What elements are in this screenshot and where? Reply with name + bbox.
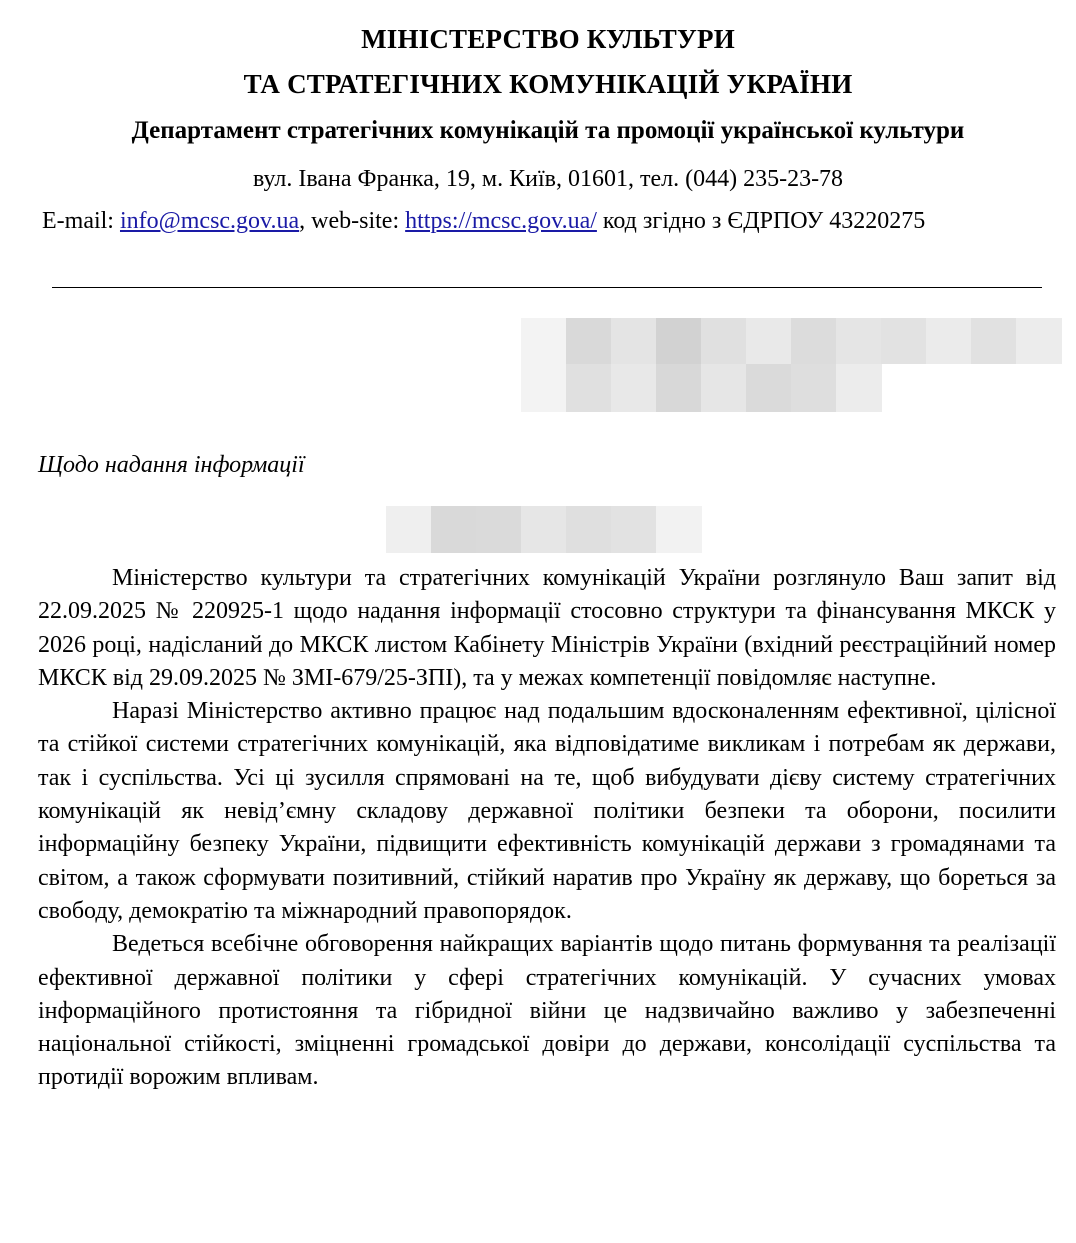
redacted-recipient-line1 — [521, 318, 1062, 364]
website-link[interactable]: https://mcsc.gov.ua/ — [405, 208, 597, 234]
letter-body — [38, 562, 1056, 1095]
redacted-salutation — [386, 506, 702, 553]
ministry-address: вул. Івана Франка, 19, м. Київ, 01601, тел. (044) 235-23-78 — [252, 166, 844, 192]
header-divider — [52, 287, 1042, 288]
redacted-recipient-line2 — [521, 364, 882, 412]
body-paragraph-1: Міністерство культури та стратегічних комунікацій України розглянуло Ваш запит від 22.09.2025 № 220925-1 щодо надання інформації стосовно структури та фінансування МКСК у 2026 році, надісланий до МКСК листом Кабінету Міністрів України (вхідний реєстраційний номер МКСК від 29.09.2025 № ЗМІ-679/25-ЗПІ), та у межах компетенції повідомляє наступне. — [38, 565, 1056, 691]
body-paragraph-3: Ведеться всебічне обговорення найкращих варіантів щодо питань формування та реалізації ефективної державної політики у сфері стратегічних комунікацій. У сучасних умовах інформаційного протистояння та гібридної війни це надзвичайно важливо у забезпеченні національної стійкості, зміцненні громадської довіри до держави, консолідації суспільства та протидії ворожим впливам. — [38, 931, 1056, 1091]
department-name: Департамент стратегічних комунікацій та промоції української культури — [131, 117, 965, 144]
email-link[interactable]: info@mcsc.gov.ua — [119, 208, 300, 234]
contact-line — [42, 208, 925, 235]
website-label: , web-site: — [299, 208, 406, 234]
ministry-name-line1: МІНІСТЕРСТВО КУЛЬТУРИ — [361, 24, 735, 54]
edrpou-code: код згідно з ЄДРПОУ 43220275 — [596, 208, 926, 234]
ministry-name-line2: ТА СТРАТЕГІЧНИХ КОМУНІКАЦІЙ УКРАЇНИ — [243, 69, 853, 99]
body-paragraph-2: Наразі Міністерство активно працює над подальшим вдосконаленням ефективної, цілісної та стійкої системи стратегічних комунікацій, яка відповідатиме викликам і потребам як держави, так і суспільства. Усі ці зусилля спрямовані на те, щоб вибудувати дієву систему стратегічних комунікацій як невід’ємну складову державної політики безпеки та оборони, посилити інформаційну безпеку України, підвищити ефективність комунікацій держави з громадянами та світом, а також сформувати позитивний, стійкий наратив про Україну як державу, що бореться за свободу, демократію та міжнародний правопорядок. — [38, 698, 1056, 924]
email-label: E-mail: — [42, 208, 120, 234]
letter-subject: Щодо надання інформації — [38, 452, 305, 478]
